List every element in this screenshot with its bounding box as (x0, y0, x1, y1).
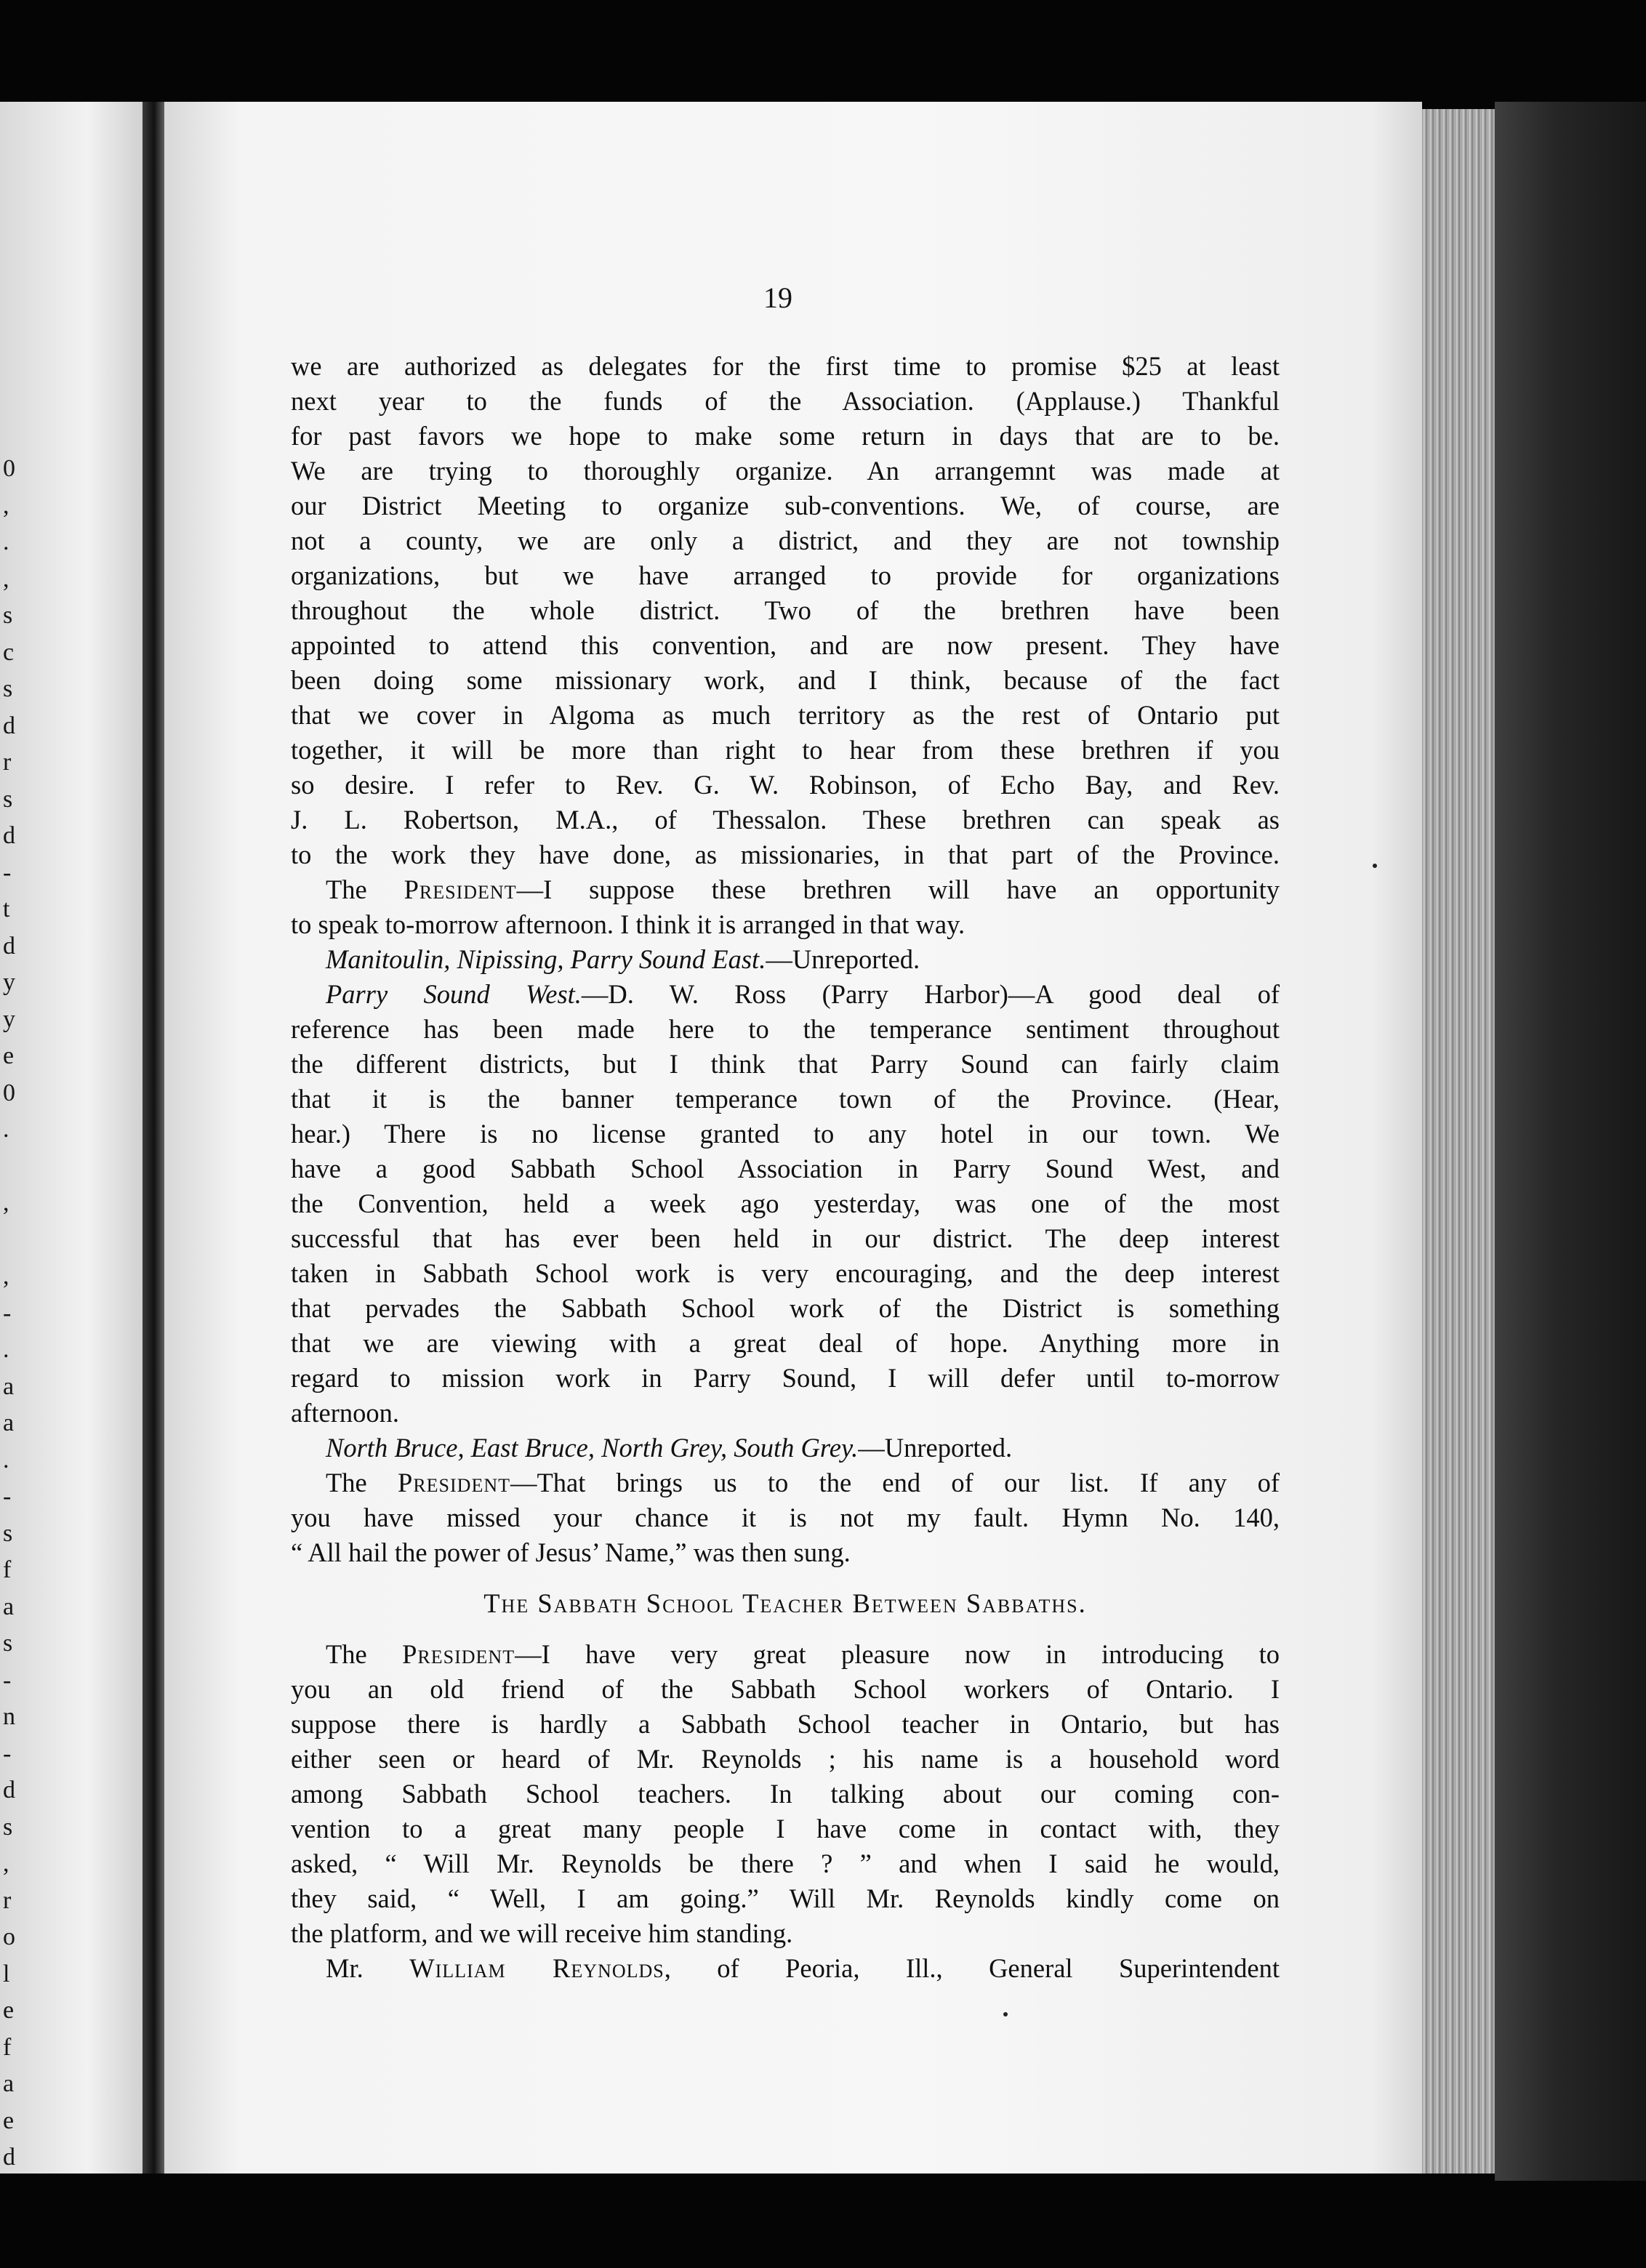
text-line: We are trying to thoroughly organize. An arrangemnt was made at (291, 456, 1280, 486)
speaker-name: William Reynolds (409, 1953, 665, 1983)
district-names: North Bruce, East Bruce, North Grey, South Grey. (326, 1433, 859, 1463)
section-heading: The Sabbath School Teacher Between Sabbaths. (483, 1588, 1087, 1618)
section-spacer (291, 1570, 1280, 1586)
text-line: either seen or heard of Mr. Reynolds ; his name is a household word (291, 1744, 1280, 1774)
text-line: not a county, we are only a district, and they are not township (291, 526, 1280, 555)
text-line: the different districts, but I think that Parry Sound can fairly claim (291, 1049, 1280, 1079)
speaker-prefix: The (326, 874, 404, 904)
text-line (291, 977, 1280, 1012)
text-line: to speak to-morrow afternoon. I think it is arranged in that way. (291, 909, 965, 939)
text-line: throughout the whole district. Two of the brethren have been (291, 595, 1280, 625)
text-line: “ All hail the power of Jesus’ Name,” was then sung. (291, 1537, 851, 1567)
text-line: we are authorized as delegates for the first time to promise $25 at least (291, 351, 1280, 381)
text-line: hear.) There is no license granted to any hotel in our town. We (291, 1119, 1280, 1149)
text-line: that we cover in Algoma as much territory as the rest of Ontario put (291, 700, 1280, 730)
text-line: so desire. I refer to Rev. G. W. Robinson, of Echo Bay, and Rev. (291, 770, 1280, 800)
previous-page-edge (0, 102, 145, 2174)
text-line (291, 942, 1280, 977)
text-line: that we are viewing with a great deal of hope. Anything more in (291, 1328, 1280, 1358)
book-cover-edge (1495, 102, 1646, 2181)
print-speck (1373, 864, 1377, 868)
district-names: Manitoulin, Nipissing, Parry Sound East. (326, 944, 766, 974)
text-line: been doing some missionary work, and I think, because of the fact (291, 665, 1280, 695)
speaker-text: —That brings us to the end of our list. If any of (510, 1468, 1280, 1497)
page-number: 19 (763, 281, 792, 314)
text-line: afternoon. (291, 1398, 399, 1428)
speaker-prefix: The (326, 1468, 398, 1497)
text-line: the Convention, held a week ago yesterday, was one of the most (291, 1189, 1280, 1218)
district-names: Parry Sound West. (326, 979, 582, 1009)
text-line: asked, “ Will Mr. Reynolds be there ? ” and when I said he would, (291, 1849, 1280, 1878)
district-status: —Unreported. (766, 944, 920, 974)
text-line: you an old friend of the Sabbath School workers of Ontario. I (291, 1674, 1280, 1704)
text-line: among Sabbath School teachers. In talking about our coming con- (291, 1779, 1280, 1809)
text-line: regard to mission work in Parry Sound, I will defer until to-morrow (291, 1363, 1280, 1393)
speaker-name: President (398, 1468, 510, 1497)
speaker-text: , of Peoria, Ill., General Superintendent (664, 1953, 1280, 1983)
text-line: next year to the funds of the Association. (Applause.) Thankful (291, 386, 1280, 416)
text-line: suppose there is hardly a Sabbath School teacher in Ontario, but has (291, 1709, 1280, 1739)
text-line: that it is the banner temperance town of the Province. (Hear, (291, 1084, 1280, 1114)
print-speck (1003, 2012, 1008, 2016)
text-line: they said, “ Well, I am going.” Will Mr. Reynolds kindly come on (291, 1883, 1280, 1913)
text-line: the platform, and we will receive him standing. (291, 1918, 793, 1948)
text-line (291, 872, 1280, 907)
text-line (291, 1637, 1280, 1672)
speaker-prefix: The (326, 1639, 403, 1669)
speaker-text: —I have very great pleasure now in introducing to (515, 1639, 1280, 1669)
district-report: —D. W. Ross (Parry Harbor)—A good deal of (581, 979, 1280, 1009)
speaker-name: President (402, 1639, 515, 1669)
text-line: that pervades the Sabbath School work of the District is something (291, 1293, 1280, 1323)
speaker-prefix: Mr. (326, 1953, 410, 1983)
text-line: together, it will be more than right to hear from these brethren if you (291, 735, 1280, 765)
previous-page-cut-letters: 0 , . , s c s d r s d - t d y y e 0 . , , - . a a . - s f a s - n - d s , r o l e f a e d (3, 455, 15, 2171)
text-line (291, 1465, 1280, 1500)
speaker-name: President (404, 874, 517, 904)
text-line: for past favors we hope to make some return in days that are to be. (291, 421, 1280, 451)
text-line: you have missed your chance it is not my fault. Hymn No. 140, (291, 1503, 1280, 1532)
text-line: vention to a great many people I have come in contact with, they (291, 1814, 1280, 1843)
text-line: to the work they have done, as missionaries, in that part of the Province. (291, 840, 1280, 869)
text-line: our District Meeting to organize sub-conventions. We, of course, are (291, 491, 1280, 520)
page-block-edges (1422, 109, 1495, 2174)
district-status: —Unreported. (858, 1433, 1013, 1463)
text-line: have a good Sabbath School Association in Parry Sound West, and (291, 1154, 1280, 1183)
book-gutter (142, 102, 166, 2174)
text-line: J. L. Robertson, M.A., of Thessalon. These brethren can speak as (291, 805, 1280, 835)
body-text (291, 349, 1280, 1986)
text-line: reference has been made here to the temperance sentiment throughout (291, 1014, 1280, 1044)
text-line: appointed to attend this convention, and are now present. They have (291, 630, 1280, 660)
text-line (291, 1431, 1280, 1465)
text-line: organizations, but we have arranged to provide for organizations (291, 560, 1280, 590)
text-line: successful that has ever been held in our district. The deep interest (291, 1223, 1280, 1253)
speaker-text: —I suppose these brethren will have an opportunity (516, 874, 1280, 904)
text-line: taken in Sabbath School work is very encouraging, and the deep interest (291, 1258, 1280, 1288)
text-line (291, 1951, 1280, 1986)
section-spacer (291, 1621, 1280, 1637)
